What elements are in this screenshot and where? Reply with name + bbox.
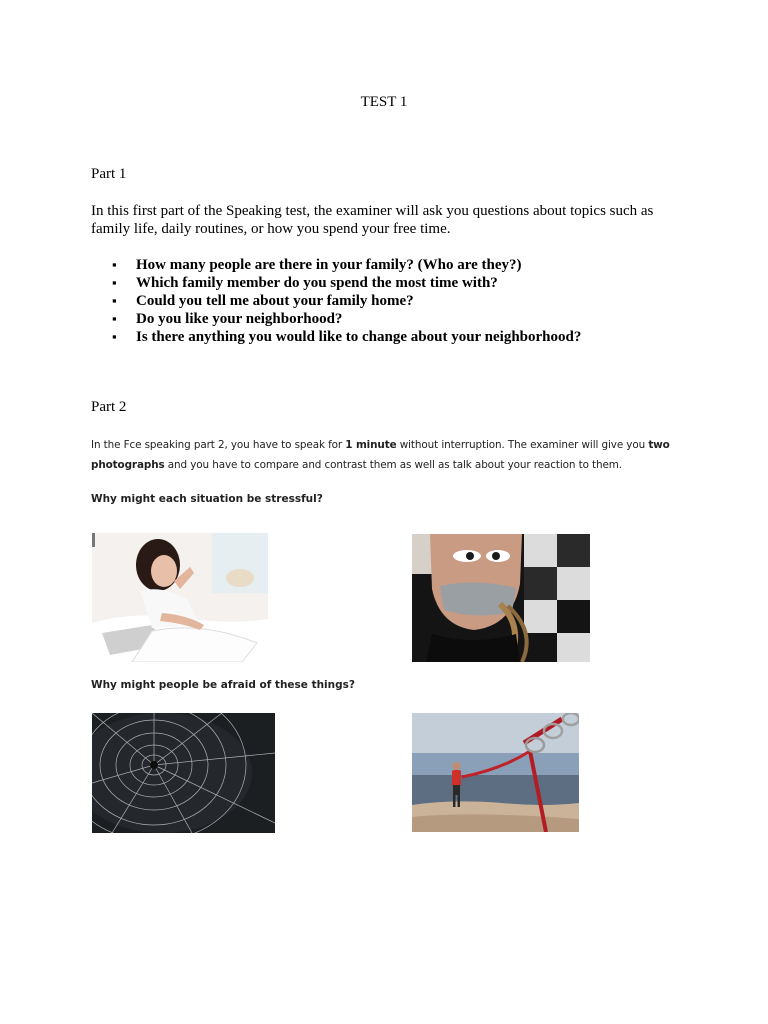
question-item: ▪ Is there anything you would like to change about your neighborhood? bbox=[112, 328, 732, 346]
part1-intro: In this first part of the Speaking test, the examiner will ask you questions about topics such as family life, daily routines, or how you spend your free time. bbox=[91, 203, 654, 237]
photo-climber-rope bbox=[412, 713, 579, 832]
part1-question-list bbox=[112, 256, 732, 346]
question-item: ▪ Do you like your neighborhood? bbox=[112, 310, 732, 328]
document-title: TEST 1 bbox=[360, 94, 408, 110]
part2-question-stressful: Why might each situation be stressful? bbox=[91, 493, 323, 505]
question-item: ▪ Could you tell me about your family home? bbox=[112, 292, 732, 310]
part2-heading: Part 2 bbox=[91, 399, 127, 415]
part1-heading: Part 1 bbox=[91, 166, 127, 182]
photo-woman-studying bbox=[92, 533, 268, 662]
question-item: ▪ Which family member do you spend the most time with? bbox=[112, 274, 732, 292]
question-item: ▪ How many people are there in your family? (Who are they?) bbox=[112, 256, 732, 274]
photo-man-taped-mouth bbox=[412, 534, 590, 662]
photo-spider-web bbox=[92, 713, 275, 833]
part2-question-afraid: Why might people be afraid of these things? bbox=[91, 679, 355, 691]
part2-instructions: In the Fce speaking part 2, you have to speak for 1 minute without interruption. The examiner will give you two photographs and you have to compare and contrast them as well as talk about your reaction to them. bbox=[91, 439, 670, 471]
